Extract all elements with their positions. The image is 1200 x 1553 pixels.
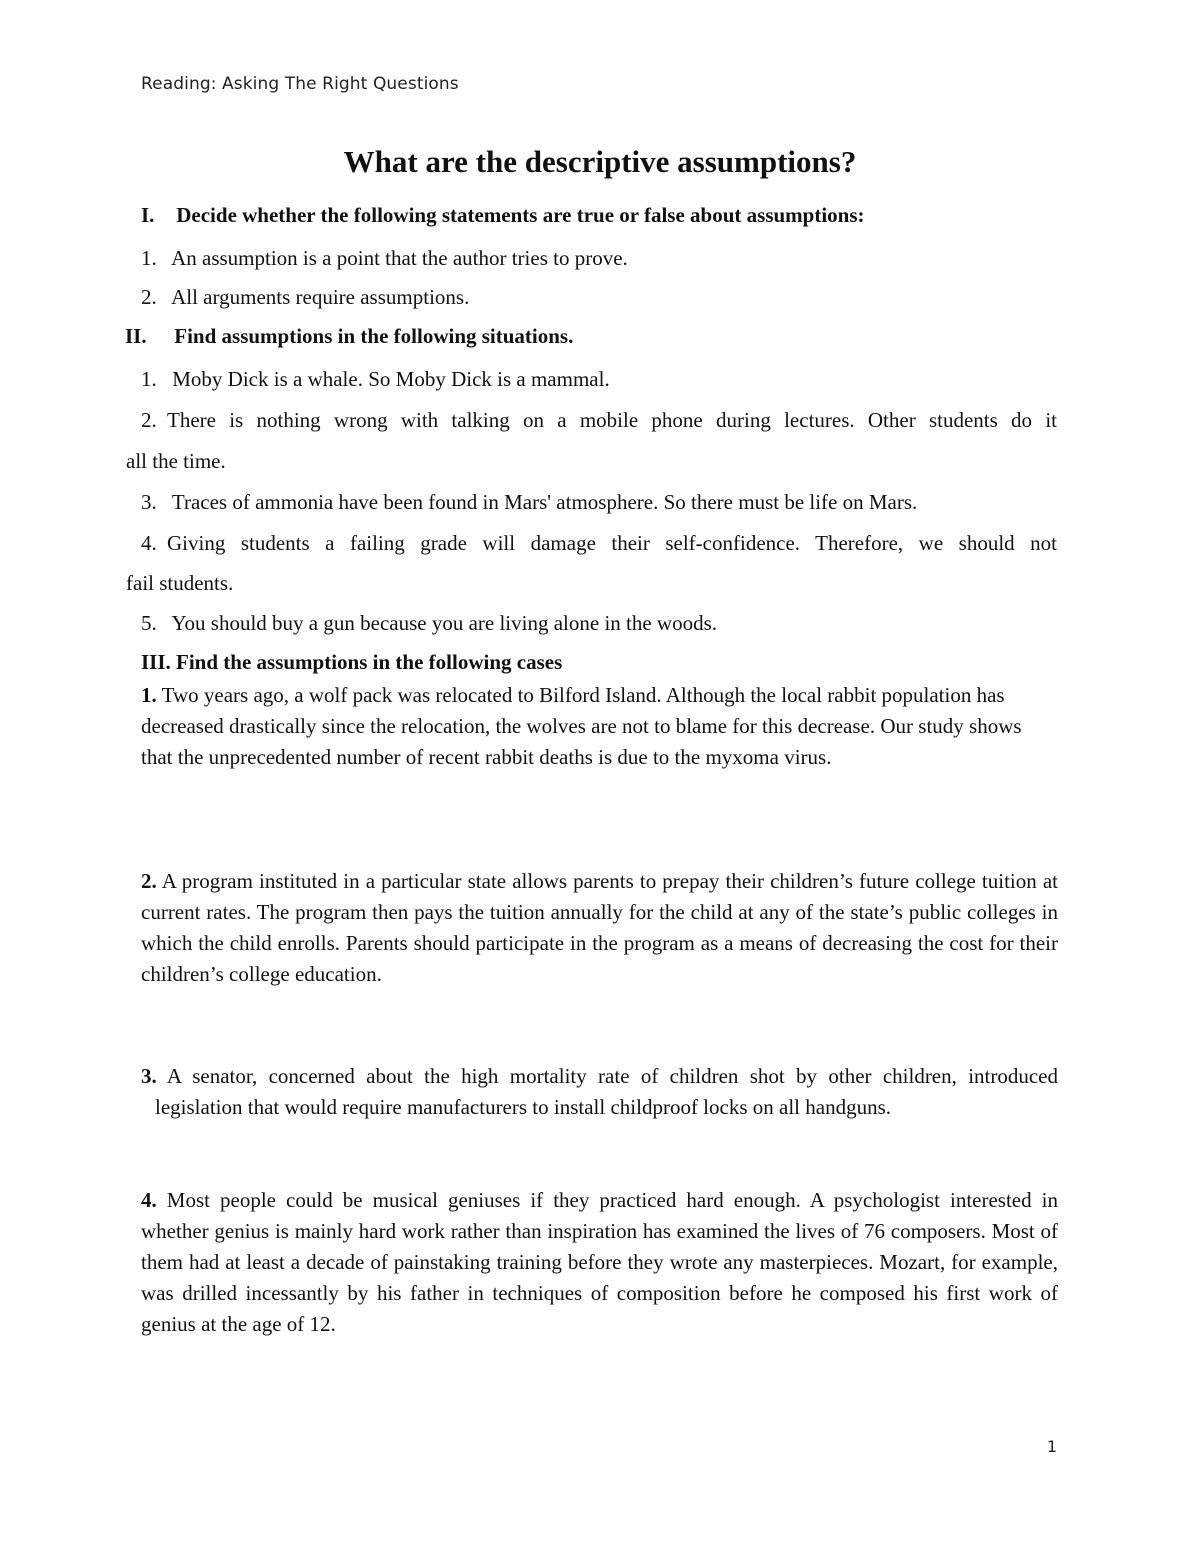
item-number: 4. bbox=[141, 531, 157, 555]
section-1-numeral: I. bbox=[141, 203, 155, 227]
item-text-continued: fail students. bbox=[126, 571, 234, 595]
item-text: Moby Dick is a whale. So Moby Dick is a mammal. bbox=[172, 367, 610, 391]
section-2-item bbox=[141, 528, 1057, 559]
section-2-item bbox=[141, 405, 1057, 436]
item-text: An assumption is a point that the author tries to prove. bbox=[171, 246, 628, 270]
item-text: Giving students a failing grade will damage their self-confidence. Therefore, we should not bbox=[167, 531, 1057, 555]
case-2 bbox=[141, 866, 1058, 990]
case-number: 2. bbox=[141, 869, 157, 893]
item-number: 1. bbox=[141, 246, 157, 270]
section-2-numeral: II. bbox=[125, 324, 147, 348]
page-title: What are the descriptive assumptions? bbox=[343, 144, 857, 179]
section-2-item bbox=[141, 487, 917, 518]
item-number: 2. bbox=[141, 285, 157, 309]
case-1 bbox=[141, 680, 1041, 773]
item-number: 2. bbox=[141, 408, 157, 432]
section-3-heading: III. Find the assumptions in the following cases bbox=[141, 650, 563, 674]
section-2-item bbox=[141, 608, 717, 639]
item-text: Traces of ammonia have been found in Mars' atmosphere. So there must be life on Mars. bbox=[171, 490, 918, 514]
section-1-item bbox=[141, 282, 469, 313]
item-text: There is nothing wrong with talking on a mobile phone during lectures. Other students do it bbox=[167, 408, 1057, 432]
section-1-heading bbox=[141, 203, 865, 228]
case-text: Two years ago, a wolf pack was relocated to Bilford Island. Although the local rabbit population has decreased drastically since the relocation, the wolves are not to blame for this decrease. Our study shows that the unprecedented number of recent rabbit deaths is due to the myxoma virus. bbox=[141, 683, 1022, 769]
running-header: Reading: Asking The Right Questions bbox=[141, 74, 459, 94]
item-text: All arguments require assumptions. bbox=[171, 285, 470, 309]
item-text: You should buy a gun because you are living alone in the woods. bbox=[171, 611, 718, 635]
case-3 bbox=[141, 1061, 1058, 1123]
item-text-continued: all the time. bbox=[126, 449, 226, 473]
case-number-wrap bbox=[141, 1064, 157, 1088]
case-number: 1. bbox=[141, 683, 157, 707]
item-number: 1. bbox=[141, 367, 157, 391]
case-text: A program instituted in a particular state allows parents to prepay their children’s future college tuition at current rates. The program then pays the tuition annually for the child at any of the state’s public colleges in which the child enrolls. Parents should participate in the program as a means of decreasing the cost for their children’s college education. bbox=[141, 869, 1059, 986]
case-number: 3. bbox=[141, 1064, 157, 1088]
section-2-heading-text: Find assumptions in the following situations. bbox=[174, 324, 574, 348]
item-line bbox=[141, 405, 1057, 436]
section-2-heading bbox=[125, 324, 573, 349]
item-number: 5. bbox=[141, 611, 157, 635]
section-1-heading-text: Decide whether the following statements are true or false about assumptions: bbox=[176, 203, 865, 227]
page-number: 1 bbox=[1046, 1437, 1057, 1456]
item-number: 3. bbox=[141, 490, 157, 514]
case-text: Most people could be musical geniuses if they practiced hard enough. A psychologist interested in whether genius is mainly hard work rather than inspiration has examined the lives of 76 composers. Most of them had at least a decade of painstaking training before they wrote any masterpieces. Mozart, for example, was drilled incessantly by his father in techniques of composition before he composed his first work of genius at the age of 12. bbox=[141, 1188, 1058, 1336]
item-line bbox=[141, 528, 1057, 559]
case-text: A senator, concerned about the high mortality rate of children shot by other children, introduced legislation that would require manufacturers to install childproof locks on all handguns. bbox=[155, 1064, 1058, 1119]
case-4 bbox=[141, 1185, 1058, 1340]
case-number: 4. bbox=[141, 1188, 157, 1212]
section-1-item bbox=[141, 243, 628, 274]
section-2-item bbox=[141, 364, 610, 395]
